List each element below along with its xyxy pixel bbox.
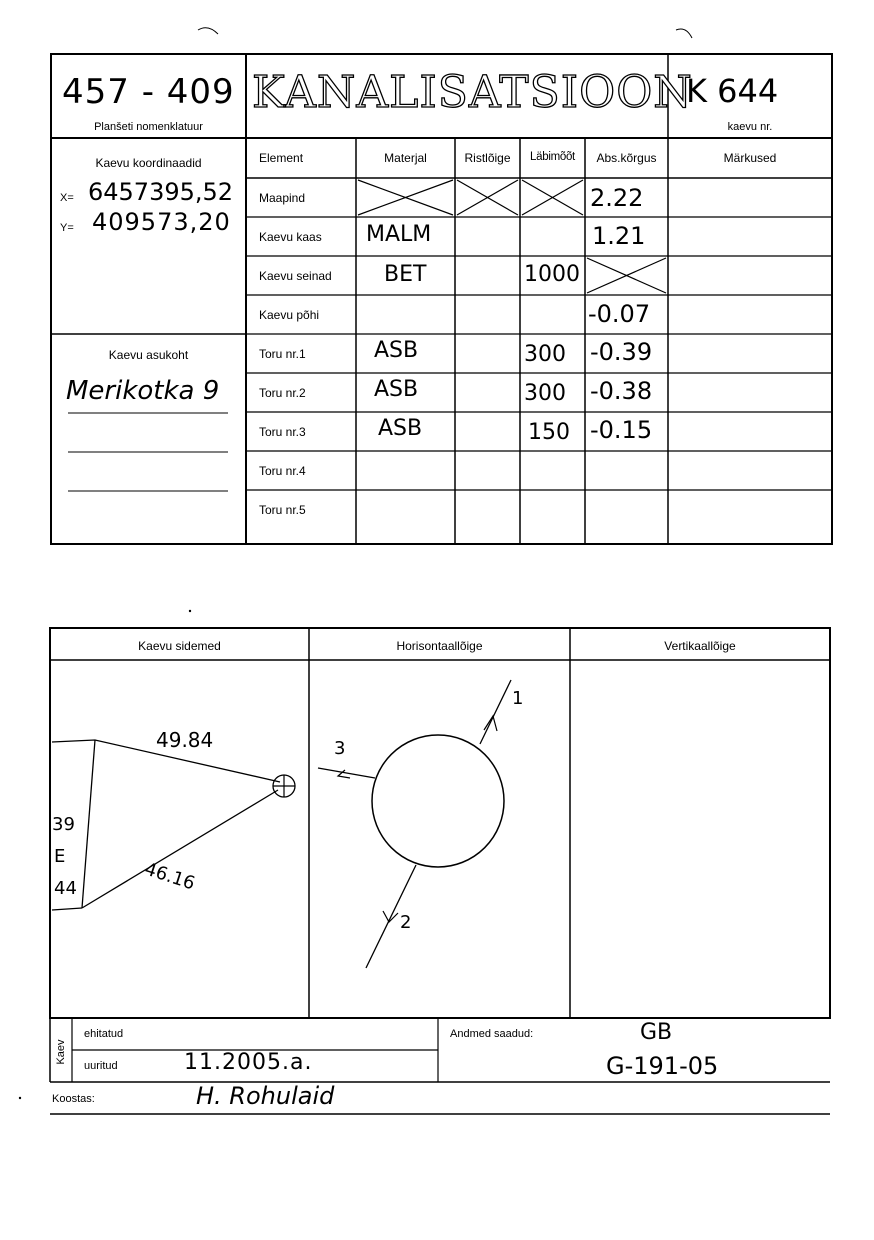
- footer-side-label: Kaev: [55, 1039, 67, 1065]
- well-number: K 644: [686, 72, 779, 110]
- pipe-2-label: 2: [400, 912, 412, 933]
- cell-material-well-lid: MALM: [366, 222, 432, 247]
- cell-diameter-well-walls: 1000: [524, 262, 580, 287]
- vertical-section-title: Vertikaallõige: [664, 639, 736, 653]
- cell-abs-well-bottom: -0.07: [588, 300, 651, 328]
- row-label-pipe-3: Toru nr.3: [259, 425, 306, 439]
- pipe-3-label: 3: [334, 738, 346, 759]
- plan-number: 457 - 409: [62, 72, 235, 112]
- author-label: Koostas:: [52, 1093, 95, 1105]
- row-label-well-walls: Kaevu seinad: [259, 269, 332, 283]
- row-label-ground: Maapind: [259, 191, 306, 205]
- data-source-value-2: G-191-05: [606, 1052, 719, 1080]
- row-label-pipe-2: Toru nr.2: [259, 386, 306, 400]
- cell-abs-pipe-2: -0.38: [590, 377, 653, 405]
- x-prefix: X=: [60, 192, 74, 204]
- tie-distance-top: 49.84: [156, 728, 214, 752]
- cell-material-pipe-1: ASB: [374, 338, 419, 363]
- cell-diameter-pipe-2: 300: [524, 381, 566, 406]
- col-header-notes: Märkused: [723, 151, 777, 165]
- cell-material-well-walls: BET: [384, 262, 427, 287]
- cell-diameter-pipe-1: 300: [524, 342, 566, 367]
- tie-distance-bottom: 46.16: [142, 858, 198, 895]
- cell-material-pipe-3: ASB: [378, 416, 423, 441]
- ties-section-title: Kaevu sidemed: [138, 639, 221, 653]
- cell-abs-ground: 2.22: [590, 184, 644, 212]
- col-header-material: Materjal: [384, 151, 427, 165]
- surveyed-date: 11.2005.a.: [184, 1050, 313, 1075]
- well-number-caption: kaevu nr.: [727, 121, 773, 133]
- house-number-bottom: 44: [54, 878, 77, 899]
- row-label-pipe-1: Toru nr.1: [259, 347, 306, 361]
- y-coordinate: 409573,20: [92, 208, 231, 236]
- surveyed-label: uuritud: [84, 1060, 118, 1072]
- x-coordinate: 6457395,52: [88, 178, 234, 206]
- col-header-diameter: Läbimõõt: [530, 151, 575, 163]
- house-number-top: 39: [52, 814, 75, 835]
- y-prefix: Y=: [60, 222, 74, 234]
- horizontal-section-title: Horisontaallõige: [396, 639, 483, 653]
- data-source-value-1: GB: [640, 1020, 673, 1045]
- coordinates-caption: Kaevu koordinaadid: [95, 156, 202, 170]
- cell-abs-pipe-3: -0.15: [590, 416, 653, 444]
- cell-diameter-pipe-3: 150: [528, 420, 570, 445]
- author-name: H. Rohulaid: [196, 1082, 335, 1110]
- pipe-1-label: 1: [512, 688, 524, 709]
- cell-material-pipe-2: ASB: [374, 377, 419, 402]
- house-letter: E: [54, 846, 66, 867]
- location-address: Merikotka 9: [66, 376, 220, 406]
- built-label: ehitatud: [84, 1028, 124, 1040]
- row-label-pipe-4: Toru nr.4: [259, 464, 306, 478]
- col-header-cross-section: Ristlõige: [464, 151, 511, 165]
- data-source-label: Andmed saadud:: [450, 1028, 534, 1040]
- cell-abs-pipe-1: -0.39: [590, 338, 653, 366]
- row-label-well-lid: Kaevu kaas: [259, 230, 322, 244]
- col-header-element: Element: [259, 151, 304, 165]
- col-header-abs-height: Abs.kõrgus: [596, 151, 657, 165]
- row-label-pipe-5: Toru nr.5: [259, 503, 306, 517]
- form-title: KANALISATSIOON: [252, 67, 693, 118]
- location-caption: Kaevu asukoht: [108, 348, 189, 362]
- cell-abs-well-lid: 1.21: [592, 222, 646, 250]
- row-label-well-bottom: Kaevu põhi: [259, 308, 320, 322]
- plan-number-caption: Planšeti nomenklatuur: [94, 121, 203, 133]
